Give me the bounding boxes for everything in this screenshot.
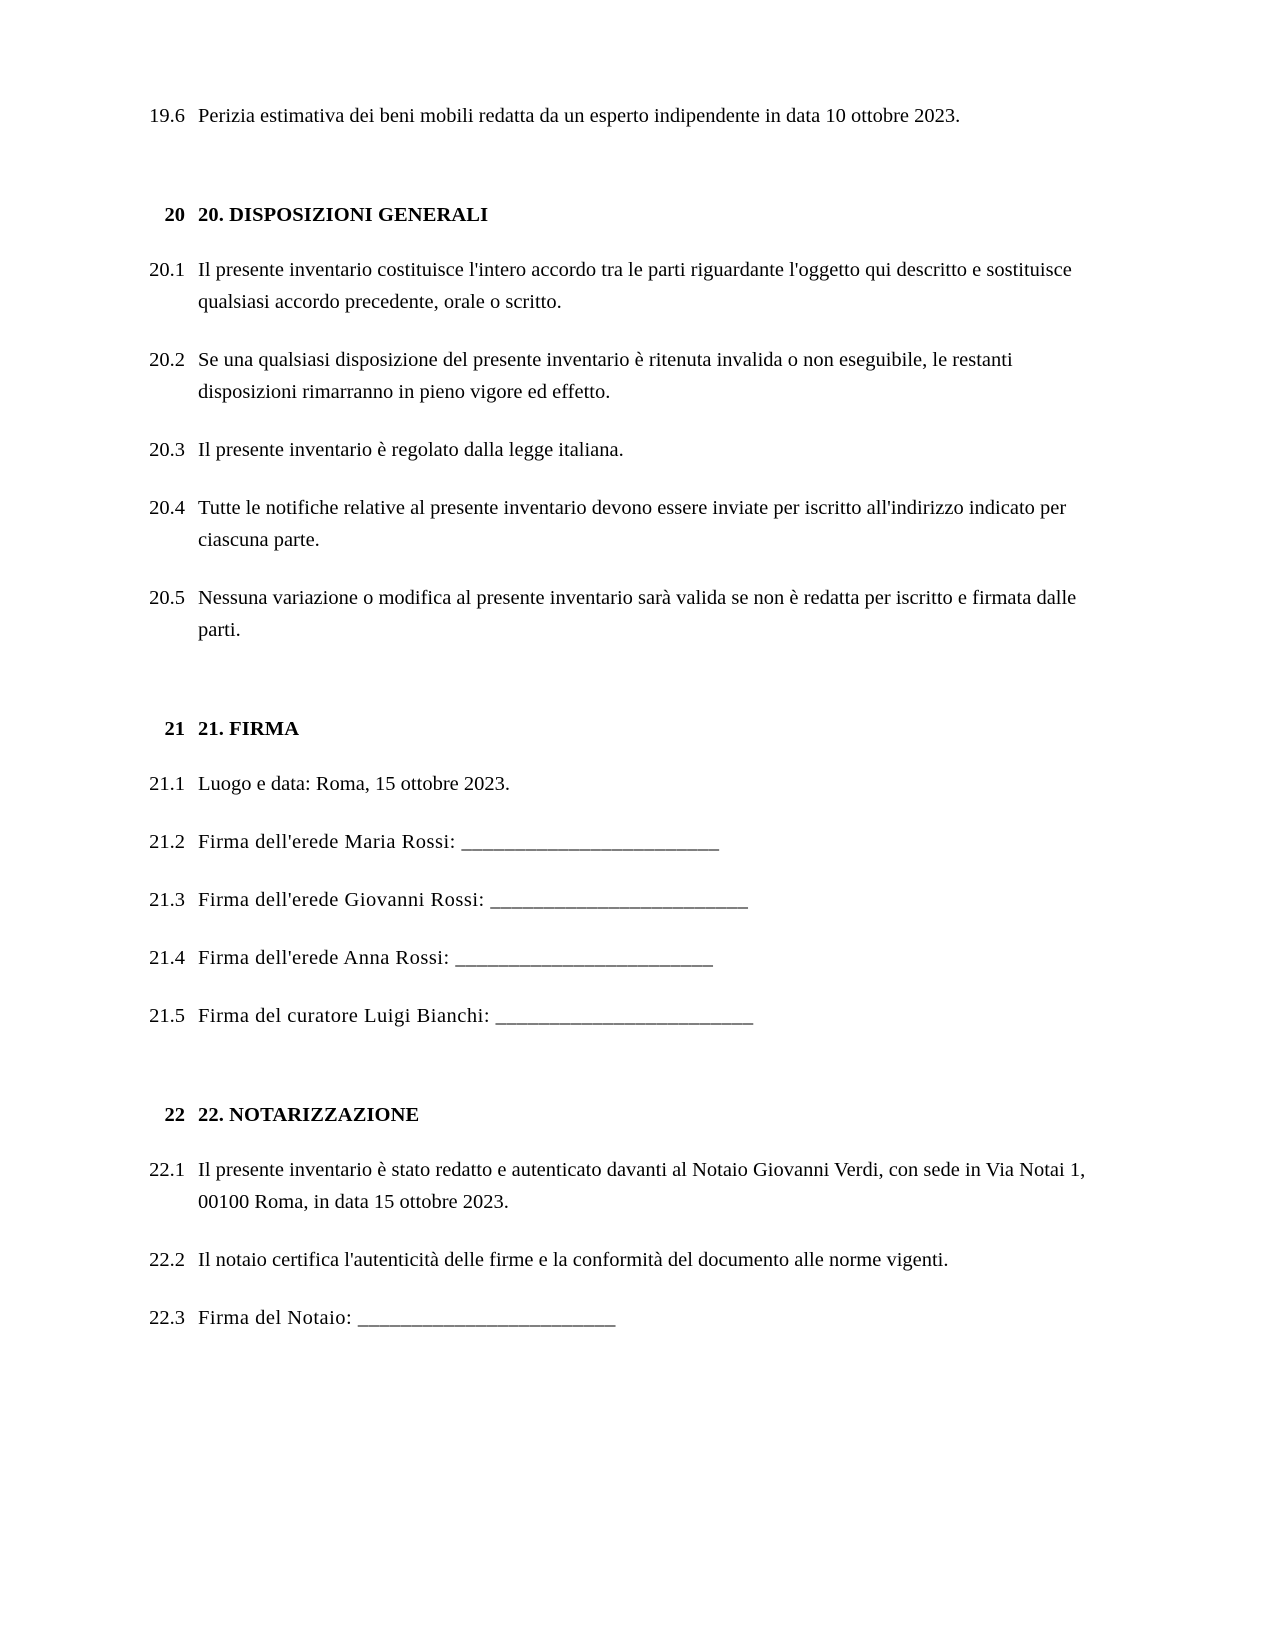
clause-21-5-signature-luigi-bianchi <box>135 1000 1095 1032</box>
spacer-before-section-20 <box>135 158 1095 200</box>
clause-20-1-number: 20.1 <box>149 259 185 281</box>
clause-21-5-signature-luigi-bianchi-number: 21.5 <box>149 1005 185 1027</box>
clause-20-5 <box>135 582 1095 646</box>
clause-20-1 <box>135 254 1095 318</box>
clause-22-1-number: 22.1 <box>149 1159 185 1181</box>
clause-21-1 <box>135 768 1095 800</box>
section-heading-22 <box>135 1100 1095 1130</box>
clause-19-6-number: 19.6 <box>149 105 185 127</box>
clause-20-4-text: Tutte le notifiche relative al presente inventario devono essere inviate per iscritto all'indirizzo indicato per ciascuna parte. <box>198 497 1067 551</box>
spacer-before-section-22 <box>135 1058 1095 1100</box>
clause-21-3-signature-giovanni-rossi-text: Firma dell'erede Giovanni Rossi: ________________________ <box>198 889 749 911</box>
section-heading-21 <box>135 714 1095 744</box>
clause-22-3-signature-notaio <box>135 1302 1095 1334</box>
section-heading-21-number: 21 <box>164 718 185 740</box>
clause-22-2-text: Il notaio certifica l'autenticità delle firme e la conformità del documento alle norme vigenti. <box>198 1249 949 1271</box>
clause-21-2-signature-maria-rossi-number: 21.2 <box>149 831 185 853</box>
clause-22-3-signature-notaio-text: Firma del Notaio: ________________________ <box>198 1307 616 1329</box>
section-heading-21-text: 21. FIRMA <box>198 718 300 740</box>
section-heading-20-text: 20. DISPOSIZIONI GENERALI <box>198 204 489 226</box>
clause-20-2-number: 20.2 <box>149 349 185 371</box>
clause-21-1-number: 21.1 <box>149 773 185 795</box>
clause-21-5-signature-luigi-bianchi-text: Firma del curatore Luigi Bianchi: ________________________ <box>198 1005 754 1027</box>
document-body <box>135 100 1095 1334</box>
clause-22-3-signature-notaio-number: 22.3 <box>149 1307 185 1329</box>
clause-22-1 <box>135 1154 1095 1218</box>
clause-21-4-signature-anna-rossi-text: Firma dell'erede Anna Rossi: ________________________ <box>198 947 714 969</box>
clause-20-2-text: Se una qualsiasi disposizione del presente inventario è ritenuta invalida o non eseguibile, le restanti disposizioni rimarranno in pieno vigore ed effetto. <box>198 349 1013 403</box>
section-heading-22-text: 22. NOTARIZZAZIONE <box>198 1104 420 1126</box>
clause-20-3-number: 20.3 <box>149 439 185 461</box>
clause-21-2-signature-maria-rossi-text: Firma dell'erede Maria Rossi: ________________________ <box>198 831 720 853</box>
clause-20-4 <box>135 492 1095 556</box>
clause-22-2 <box>135 1244 1095 1276</box>
clause-20-5-text: Nessuna variazione o modifica al presente inventario sarà valida se non è redatta per iscritto e firmata dalle parti. <box>198 587 1077 641</box>
clause-20-2 <box>135 344 1095 408</box>
clause-20-3 <box>135 434 1095 466</box>
clause-22-2-number: 22.2 <box>149 1249 185 1271</box>
section-heading-20 <box>135 200 1095 230</box>
clause-20-1-text: Il presente inventario costituisce l'intero accordo tra le parti riguardante l'oggetto qui descritto e sostituisce qualsiasi accordo precedente, orale o scritto. <box>198 259 1072 313</box>
clause-21-3-signature-giovanni-rossi <box>135 884 1095 916</box>
section-heading-22-number: 22 <box>164 1104 185 1126</box>
section-heading-20-number: 20 <box>164 204 185 226</box>
clause-20-5-number: 20.5 <box>149 587 185 609</box>
clause-19-6 <box>135 100 1095 132</box>
clause-19-6-text: Perizia estimativa dei beni mobili redatta da un esperto indipendente in data 10 ottobre 2023. <box>198 105 961 127</box>
clause-21-1-text: Luogo e data: Roma, 15 ottobre 2023. <box>198 773 510 795</box>
clause-20-3-text: Il presente inventario è regolato dalla legge italiana. <box>198 439 624 461</box>
clause-21-3-signature-giovanni-rossi-number: 21.3 <box>149 889 185 911</box>
clause-20-4-number: 20.4 <box>149 497 185 519</box>
clause-22-1-text: Il presente inventario è stato redatto e autenticato davanti al Notaio Giovanni Verdi, con sede in Via Notai 1, 00100 Roma, in data 15 ottobre 2023. <box>198 1159 1086 1213</box>
spacer-before-section-21 <box>135 672 1095 714</box>
clause-21-4-signature-anna-rossi <box>135 942 1095 974</box>
clause-21-4-signature-anna-rossi-number: 21.4 <box>149 947 185 969</box>
clause-21-2-signature-maria-rossi <box>135 826 1095 858</box>
